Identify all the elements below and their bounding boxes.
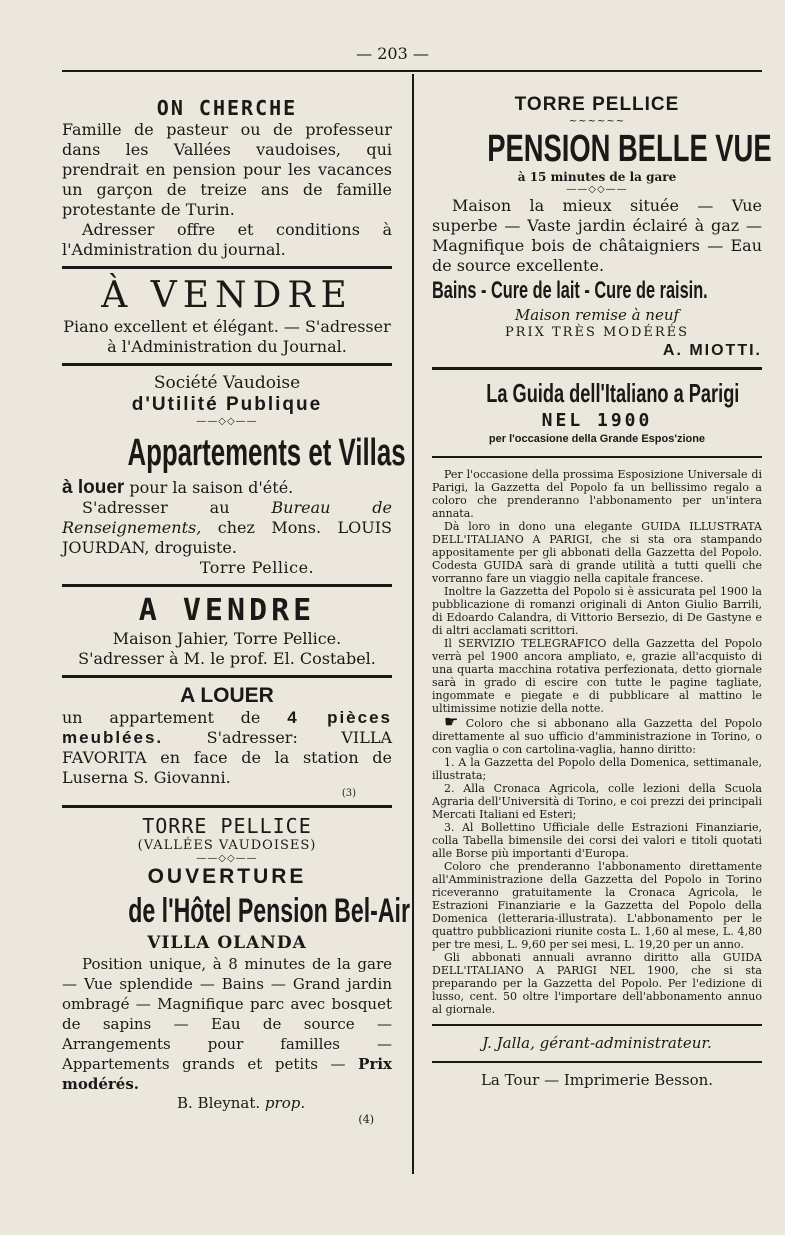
ad-prix: PRIX TRÈS MODÉRÉS — [504, 325, 690, 340]
ad-year: NEL 1900 — [541, 410, 653, 431]
ad-p6: Coloro che prenderanno l'abbonamento direttamente all'Amministrazione della Gazzetta del Popolo in Torino riceveranno gratuitamente la Cronaca Agricola, le Estrazioni Finanziarie e la Gazzetta del Popolo della Domenica (letteraria-illustrata). L'abbonamento per le quattro pubblicazioni riunite costa L. 1,60 al mese, L. 4,80 per tre mesi, L. 9,60 per sei mesi, L. 19,20 per un anno. — [432, 860, 762, 951]
ad-bureau: Bureau de Renseignements, — [62, 498, 392, 537]
divider — [432, 367, 762, 370]
ad-ref: (4) — [358, 1113, 374, 1126]
ad-bains: Bains - Cure de lait - Cure de raisin. — [432, 277, 708, 304]
ad-hotel: de l'Hôtel Pension Bel-Air — [128, 892, 410, 930]
footer — [432, 1034, 762, 1090]
divider — [62, 266, 392, 269]
footer-manager: J. Jalla, gérant-administrateur. — [482, 1034, 712, 1052]
left-column — [62, 88, 410, 1126]
ad-owner: B. Bleynat. — [177, 1094, 261, 1112]
divider — [62, 805, 392, 808]
ad-body: Position unique, à 8 minutes de la gare — Vue splendide — Bains — Grand jardin ombragé — Magnifique parc avec bosquet de sapins — Eau de source — Arrangements pour familles — Appartements grands et petits — — [62, 955, 392, 1073]
pointing-hand-icon: ☛ — [444, 712, 459, 731]
ad-ref: (3) — [341, 788, 356, 799]
ad-ouverture: OUVERTURE — [147, 865, 307, 888]
ad-pieces: 4 pièces meublées. — [62, 708, 392, 747]
ad-a-louer: à louer — [62, 477, 125, 498]
ad-place: Torre Pellice. — [199, 558, 315, 577]
ad-l1: 1. A la Gazzetta del Popolo della Domenica, settimanale, illustrata; — [432, 756, 762, 782]
header-rule — [62, 70, 762, 72]
ad-sub: à 15 minutes de la gare — [517, 170, 677, 184]
ornament-icon: ~~~~~~ — [568, 116, 626, 127]
ad-title: PENSION BELLE VUE — [487, 128, 772, 170]
ad-line2: d'Utilité Publique — [131, 394, 323, 415]
ad-title: La Guida dell'Italiano a Parigi — [486, 378, 740, 408]
ad-p1: Per l'occasione della prossima Esposizione Universale di Parigi, la Gazzetta del Popolo fa un bellissimo regalo a coloro che prenderanno l'abbonamento per un'intera annata. — [432, 468, 762, 520]
ad-bel-air — [62, 814, 410, 1126]
ad-prop: prop. — [264, 1094, 306, 1112]
ornament-icon: ——◇◇—— — [196, 853, 258, 864]
ad-l2: 2. Alla Cronaca Agricola, colle lezioni della Scuola Agraria dell'Università di Torino, e coi prezzi dei principali Mercati Italiani ed Esteri; — [432, 782, 762, 821]
ad-text1: pour la saison d'été. — [129, 478, 294, 497]
divider — [432, 1061, 762, 1063]
ad-guida — [432, 376, 762, 1016]
ad-title: A LOUER — [180, 684, 274, 707]
ad-belle-vue — [432, 94, 772, 361]
ad-p2: Dà loro in dono una elegante GUIDA ILLUSTRATA DELL'ITALIANO A PARIGI, che si sta ora stampando appositamente per gli abbonati della Gazzetta del Popolo. Codesta GUIDA sarà di grande utilità a tutti quelli che vorranno fare un viaggio nella capitale francese. — [432, 520, 762, 585]
footer-printer: La Tour — Imprimerie Besson. — [480, 1071, 714, 1089]
column-divider — [412, 74, 414, 1174]
right-column — [432, 88, 772, 1090]
ad-text1: un appartement de — [62, 708, 261, 727]
ad-line1: Société Vaudoise — [153, 373, 301, 393]
ad-text3: chez Mons. LOUIS JOURDAN, droguiste. — [62, 518, 392, 557]
ad-l3: 3. Al Bollettino Ufficiale delle Estrazioni Finanziarie, colla Tabella bimensile dei corsi dei valori e titoli quotati alle Borse più importanti d'Europa. — [432, 821, 762, 860]
ad-remise: Maison remise à neuf — [514, 306, 680, 324]
ad-body: Famille de pasteur ou de professeur dans les Vallées vaudoises, qui prendrait en pension pour les vacances un garçon de treize ans de famille protestante de Turin. — [62, 120, 392, 219]
ad-on-cherche — [62, 96, 392, 260]
ad-sub: (VALLÉES VAUDOISES) — [137, 838, 317, 853]
ad-title: ON CHERCHE — [156, 96, 298, 120]
ornament-icon: ——◇◇—— — [566, 184, 628, 195]
ad-line2: S'adresser à M. le prof. El. Costabel. — [78, 649, 376, 668]
ad-a-louer — [62, 684, 392, 799]
ad-villa: VILLA OLANDA — [147, 933, 307, 953]
ad-title: A VENDRE — [138, 593, 316, 628]
divider — [62, 363, 392, 366]
ad-text2: S'adresser au — [82, 498, 230, 517]
ad-p5: Coloro che si abbonano alla Gazzetta del Popolo direttamente al suo ufficio d'amministrazione in Torino, o con vaglia o con cartolina-vaglia, hanno diritto: — [432, 717, 762, 756]
ad-p4: Il SERVIZIO TELEGRAFICO della Gazzetta del Popolo verrà pel 1900 ancora ampliato, e, grazie all'acquisto di una quarta macchina rotativa perfezionata, detto giornale sarà in grado di escire con tutte le pagine tagliate, ingommate e piegate e di pubblicare al mattino le ultimissime notizie della notte. — [432, 637, 762, 715]
ad-a-vendre-maison — [62, 593, 392, 669]
ad-headline: Appartements et Villas — [127, 432, 406, 474]
divider — [62, 675, 392, 678]
ad-prix: Prix modérés. — [62, 1055, 392, 1093]
ad-owner: A. MIOTTI. — [662, 342, 762, 359]
divider — [62, 584, 392, 587]
ad-appartements — [62, 372, 406, 578]
divider — [432, 1024, 762, 1026]
ad-place: TORRE PELLICE — [514, 94, 680, 115]
ad-a-vendre-piano — [62, 275, 392, 357]
ad-body: Piano excellent et élégant. — S'adresser à l'Administration du Journal. — [63, 317, 391, 356]
ad-place: TORRE PELLICE — [142, 814, 312, 838]
page-number: — 203 — — [356, 44, 429, 63]
ad-p7: Gli abbonati annuali avranno diritto alla GUIDA DELL'ITALIANO A PARIGI NEL 1900, che si sta preparando per la Gazzetta del Popolo. Per l'edizione di lusso, cent. 50 oltre l'importare dell'abbonamento annuo al giornale. — [432, 951, 762, 1016]
ad-body: Maison la mieux située — Vue superbe — Vaste jardin éclairé à gaz — Magnifique bois de châtaigniers — Eau de source excellente. — [432, 196, 762, 275]
ad-sub: per l'occasione della Grande Espos'zione — [488, 433, 706, 445]
divider — [432, 456, 762, 458]
ad-title: À VENDRE — [101, 275, 353, 316]
ad-line1: Maison Jahier, Torre Pellice. — [112, 629, 342, 648]
ad-text2: S'adresser: VILLA FAVORITA en face de la station de Luserna S. Giovanni. — [62, 728, 392, 787]
ad-p3: Inoltre la Gazzetta del Popolo si è assicurata pel 1900 la pubblicazione di romanzi originali di Anton Giulio Barrili, di Edoardo Calandra, di Vittorio Bersezio, di De Gastyne e di altri acclamati scrittori. — [432, 585, 762, 637]
ad-body-2: Adresser offre et conditions à l'Administration du journal. — [62, 220, 392, 259]
ornament-icon: ——◇◇—— — [196, 416, 258, 427]
